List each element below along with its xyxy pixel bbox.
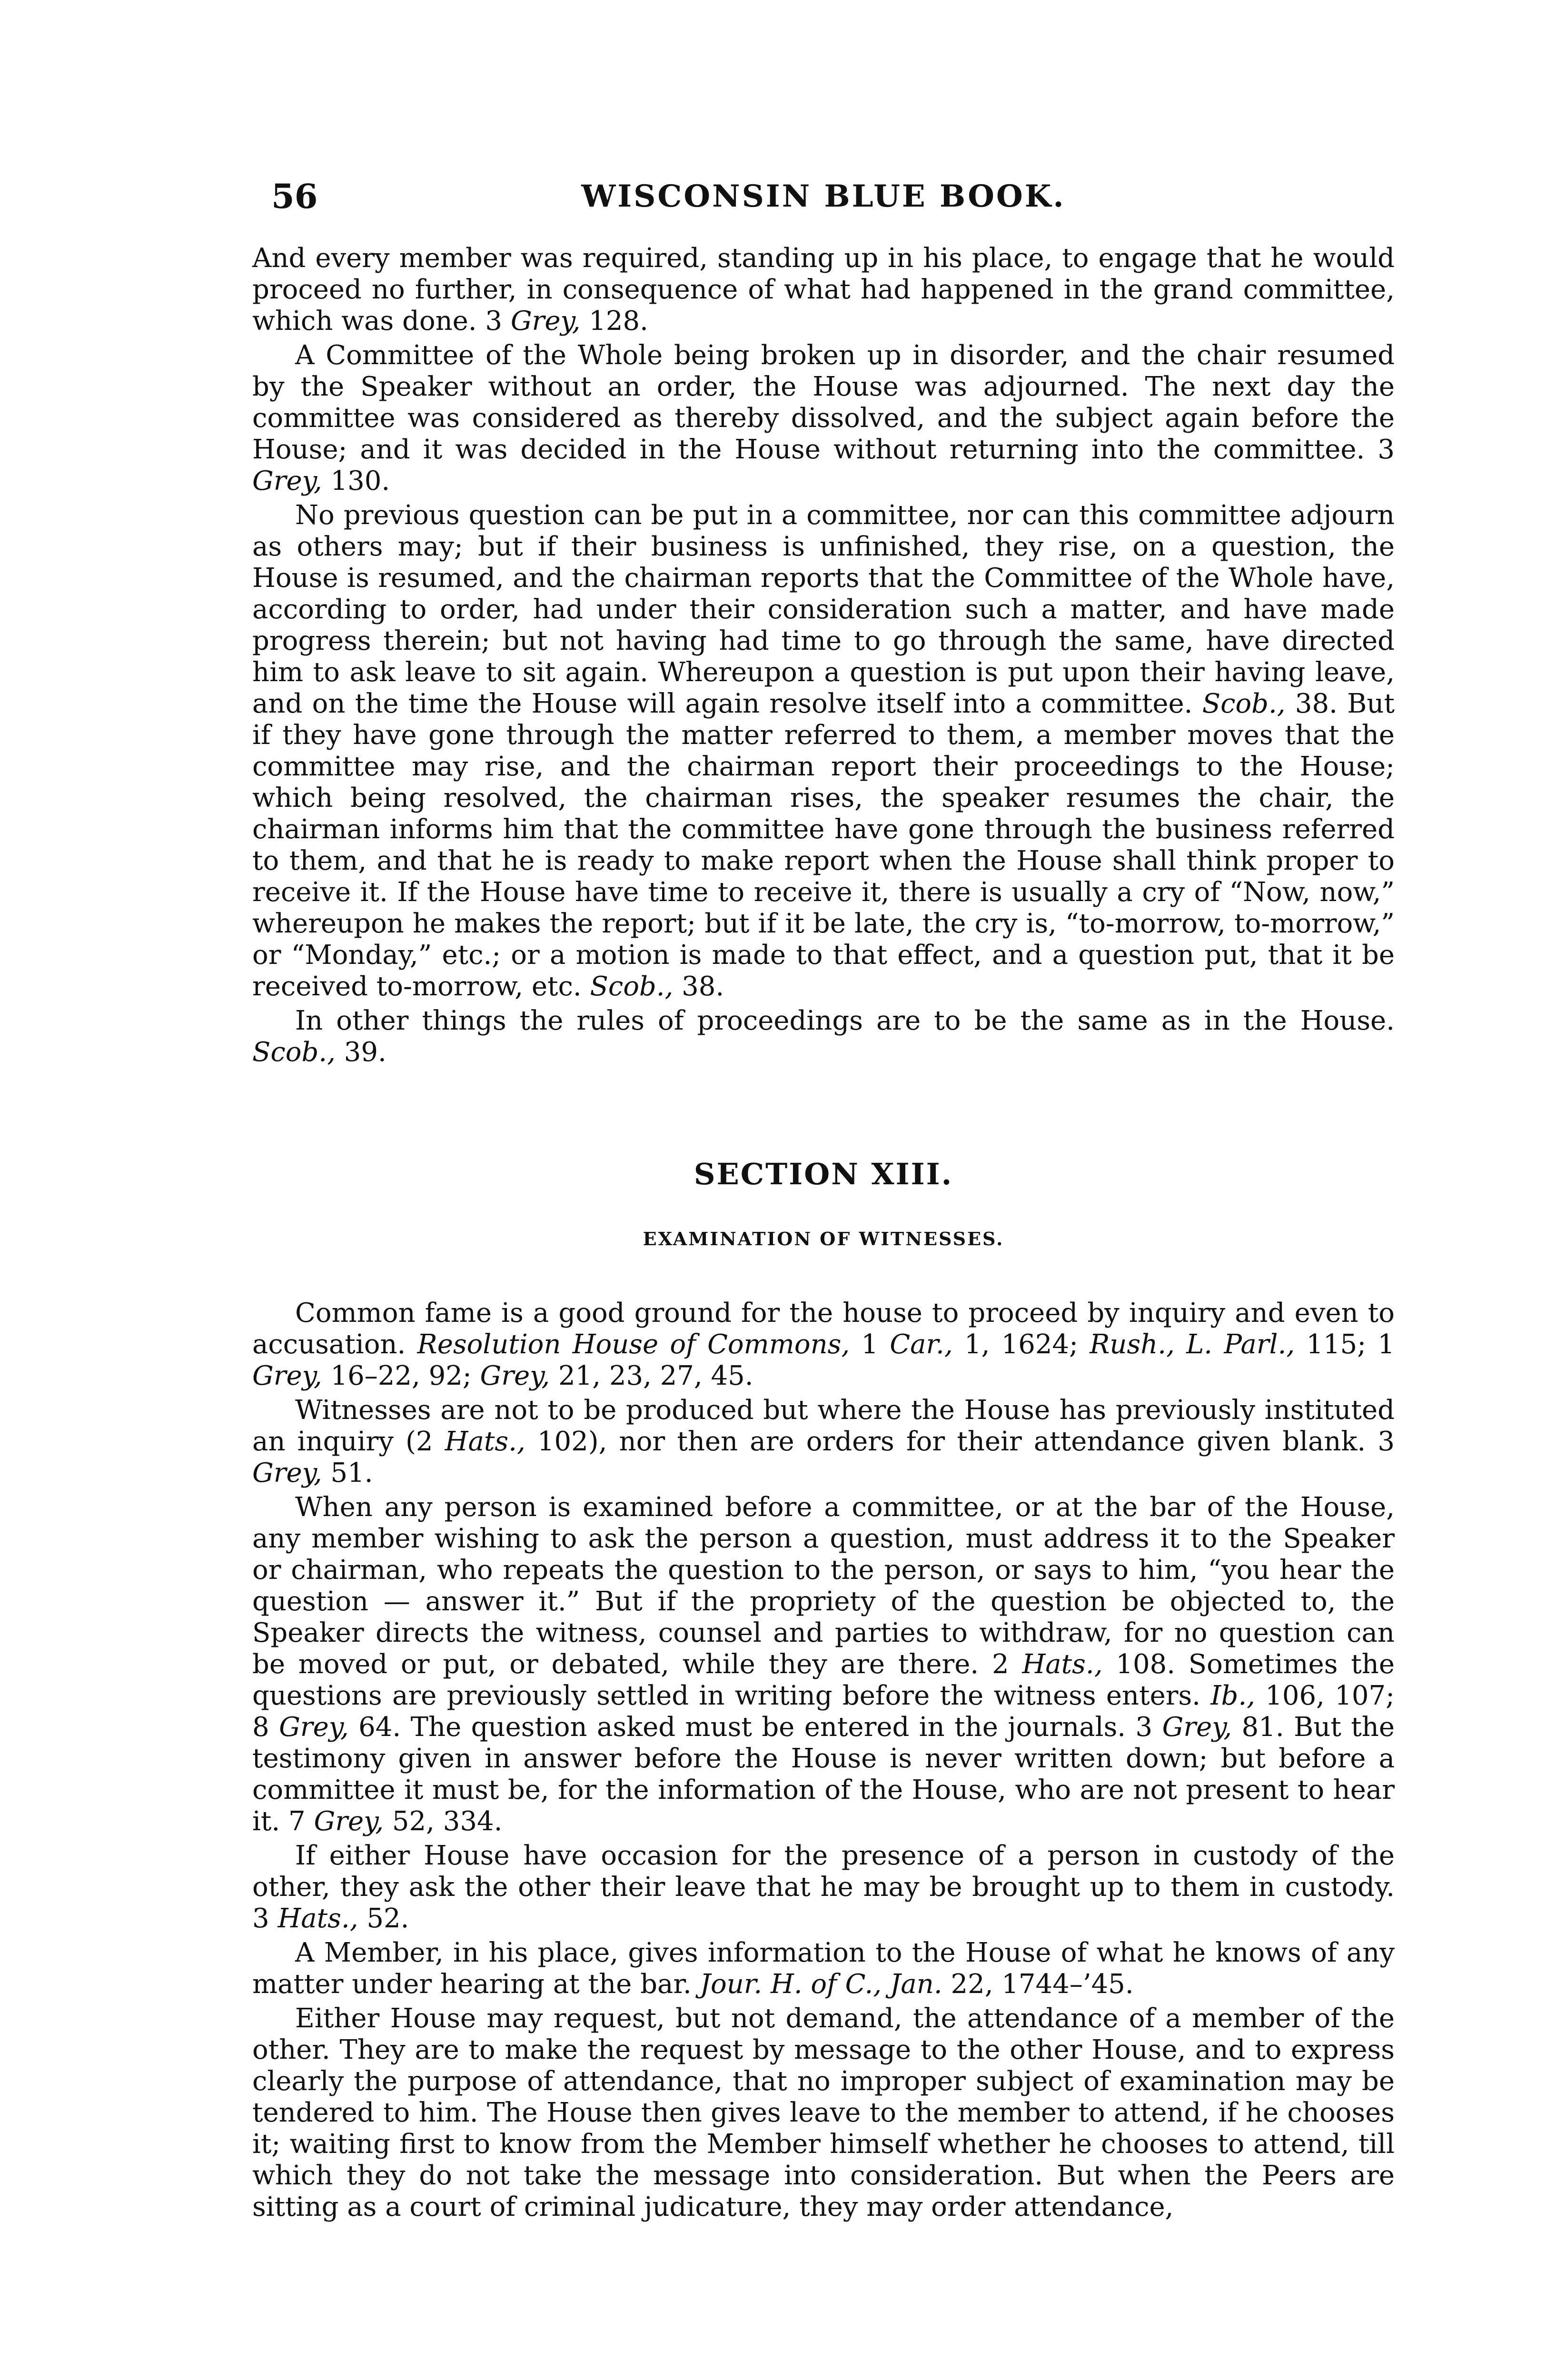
section-heading: SECTION XIII. xyxy=(694,1157,953,1191)
paragraph: A Committee of the Whole being broken up in disorder, and the chair resumed by the Speaker without an order, the House was adjourned. The next day the committee was considered as thereby dissolved, and the subject again before the House; and it was decided in the House without returning into the committee. 3 Grey, 130. xyxy=(252,340,1395,496)
book-page xyxy=(252,177,1395,2351)
paragraph: In other things the rules of proceedings are to be the same as in the House. Scob., 39. xyxy=(252,1005,1395,1068)
paragraph: If either House have occasion for the presence of a person in custody of the other, they ask the other their leave that he may be brought up to them in custody. 3 Hats., 52. xyxy=(252,1840,1395,1934)
paragraph: A Member, in his place, gives information to the House of what he knows of any matter under hearing at the bar. Jour. H. of C., Jan. 22, 1744–’45. xyxy=(252,1937,1395,2000)
page-number: 56 xyxy=(271,177,318,216)
running-head xyxy=(252,177,1395,243)
paragraph: And every member was required, standing up in his place, to engage that he would proceed no further, in consequence of what had happened in the grand committee, which was done. 3 Grey, 128. xyxy=(252,243,1395,337)
paragraph: Witnesses are not to be produced but where the House has previously instituted an inquiry (2 Hats., 102), nor then are orders for their attendance given blank. 3 Grey, 51. xyxy=(252,1395,1395,1488)
section-subheading: EXAMINATION OF WITNESSES. xyxy=(643,1228,1004,1250)
paragraph: When any person is examined before a committee, or at the bar of the House, any member wishing to ask the person a question, must address it to the Speaker or chairman, who repeats the question to the person, or says to him, “you hear the question — answer it.” But if the propriety of the question be objected to, the Speaker directs the witness, counsel and parties to withdraw, for no question can be moved or put, or debated, while they are there. 2 Hats., 108. Sometimes the questions are previously settled in writing before the witness enters. Ib., 106, 107; 8 Grey, 64. The question asked must be entered in the journals. 3 Grey, 81. But the testimony given in answer before the House is never written down; but before a committee it must be, for the information of the House, who are not present to hear it. 7 Grey, 52, 334. xyxy=(252,1492,1395,1837)
running-title: WISCONSIN BLUE BOOK. xyxy=(581,178,1066,214)
paragraph: Either House may request, but not demand, the attendance of a member of the other. They are to make the request by message to the other House, and to express clearly the purpose of attendance, that no improper subject of examination may be tendered to him. The House then gives leave to the member to attend, if he chooses it; waiting first to know from the Member himself whether he chooses to attend, till which they do not take the message into consideration. But when the Peers are sitting as a court of criminal judicature, they may order attendance, xyxy=(252,2003,1395,2222)
paragraph: No previous question can be put in a committee, nor can this committee adjourn as others may; but if their business is unfinished, they rise, on a question, the House is resumed, and the chairman reports that the Committee of the Whole have, according to order, had under their consideration such a matter, and have made progress therein; but not having had time to go through the same, have directed him to ask leave to sit again. Whereupon a question is put upon their having leave, and on the time the House will again resolve itself into a committee. Scob., 38. But if they have gone through the matter referred to them, a member moves that the committee may rise, and the chairman report their proceedings to the House; which being resolved, the chairman rises, the speaker resumes the chair, the chairman informs him that the committee have gone through the business referred to them, and that he is ready to make report when the House shall think proper to receive it. If the House have time to receive it, there is usually a cry of “Now, now,” whereupon he makes the report; but if it be late, the cry is, “to-morrow, to-morrow,” or “Monday,” etc.; or a motion is made to that effect, and a question put, that it be received to-morrow, etc. Scob., 38. xyxy=(252,500,1395,1002)
paragraph: Common fame is a good ground for the house to proceed by inquiry and even to accusation. Resolution House of Commons, 1 Car., 1, 1624; Rush., L. Parl., 115; 1 Grey, 16–22, 92; Grey, 21, 23, 27, 45. xyxy=(252,1298,1395,1391)
